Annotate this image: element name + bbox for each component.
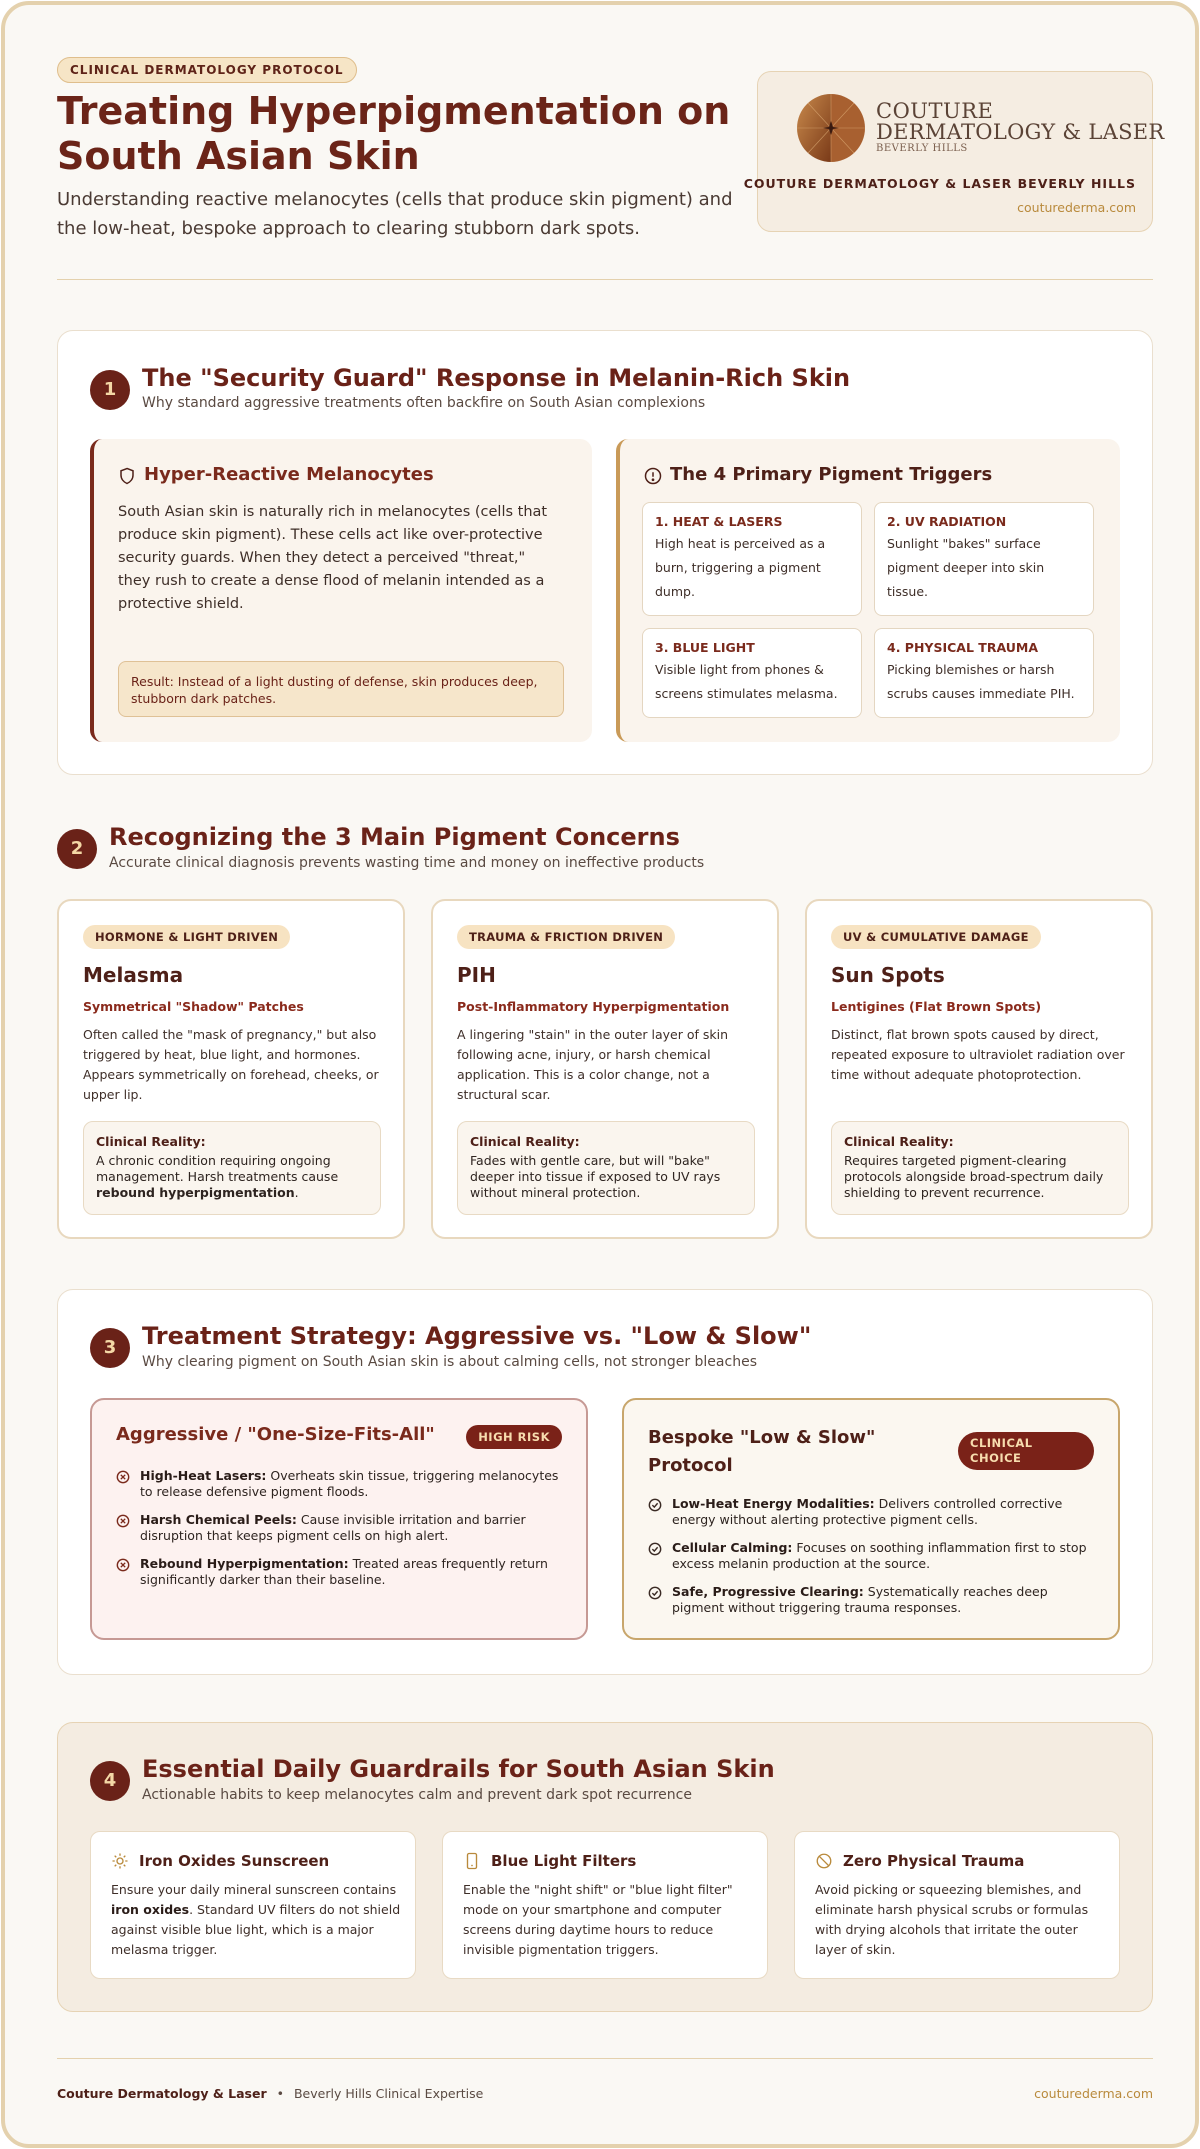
guardrail-title: Zero Physical Trauma: [843, 1852, 1025, 1870]
concern-title: Sun Spots: [831, 963, 945, 987]
reality-title: Clinical Reality:: [470, 1134, 580, 1149]
item-label: Low-Heat Energy Modalities:: [672, 1496, 875, 1511]
item-text: Overheats skin tissue, triggering melanocytes to release defensive pigment floods.: [140, 1468, 559, 1499]
item-text: Systematically reaches deep pigment without triggering trauma responses.: [672, 1584, 1048, 1615]
concern-subtitle: Post-Inflammatory Hyperpigmentation: [457, 999, 730, 1014]
concern-description: Often called the "mask of pregnancy," but also triggered by heat, blue light, and hormones. Appears symmetrically on forehead, cheeks, or upper lip.: [83, 1027, 379, 1102]
concern-card-pih: [431, 899, 779, 1239]
concern-title: PIH: [457, 963, 496, 987]
trigger-item: [874, 502, 1094, 616]
card-title: Aggressive / "One-Size-Fits-All": [116, 1424, 435, 1445]
clinical-reality: [83, 1121, 381, 1215]
item-label: Cellular Calming:: [672, 1540, 793, 1555]
clinical-reality: [831, 1121, 1129, 1215]
section-title: Recognizing the 3 Main Pigment Concerns: [109, 823, 680, 851]
brand-card: [743, 71, 1165, 232]
benefit-item: [648, 1496, 1098, 1528]
section-subtitle: Why standard aggressive treatments often backfire on South Asian complexions: [142, 395, 706, 411]
check-circle-icon: [648, 1586, 662, 1600]
guardrail-body: Enable the "night shift" or "blue light filter" mode on your smartphone and computer screens during daytime hours to reduce invisible pigmentation triggers.: [463, 1882, 733, 1957]
concern-description: A lingering "stain" in the outer layer of skin following acne, injury, or harsh chemical application. This is a color change, not a structural scar.: [457, 1027, 729, 1102]
x-circle-icon: [116, 1514, 130, 1528]
section-title: The "Security Guard" Response in Melanin-Rich Skin: [142, 364, 851, 392]
section-security-guard: [57, 330, 1153, 775]
x-circle-icon: [116, 1558, 130, 1572]
footer-separator: •: [276, 2086, 284, 2101]
footer-brand: [57, 2086, 483, 2101]
reality-emphasis: rebound hyperpigmentation: [96, 1185, 295, 1200]
alert-icon: [644, 467, 662, 485]
card-title: Bespoke "Low & Slow" Protocol: [648, 1427, 876, 1476]
card-body: South Asian skin is naturally rich in melanocytes (cells that produce skin pigment). These cells act like over-protective security guards. When they detect a perceived "threat," they rush to create a dense flood of melanin intended as a protective shield.: [118, 504, 548, 612]
risk-item: [116, 1468, 566, 1500]
trigger-body: Sunlight "bakes" surface pigment deeper into skin tissue.: [887, 536, 1045, 599]
footer-divider: [57, 2058, 1153, 2059]
reality-body: Requires targeted pigment-clearing protocols alongside broad-spectrum daily shielding to prevent recurrence.: [844, 1153, 1104, 1200]
trigger-body: Visible light from phones & screens stimulates melasma.: [655, 662, 838, 701]
concern-description: Distinct, flat brown spots caused by direct, repeated exposure to ultraviolet radiation over time without adequate photoprotection.: [831, 1027, 1125, 1082]
bespoke-protocol-card: [622, 1398, 1120, 1640]
page-frame: [1, 1, 1199, 2148]
item-label: Harsh Chemical Peels:: [140, 1512, 297, 1527]
footer-url-link[interactable]: couturederma.com: [1034, 2086, 1153, 2101]
aggressive-approach-card: [90, 1398, 588, 1640]
section-subtitle: Why clearing pigment on South Asian skin is about calming cells, not stronger bleaches: [142, 1354, 757, 1370]
trigger-item: [642, 502, 862, 616]
trigger-title: 1. HEAT & LASERS: [655, 514, 783, 529]
page-title: Treating Hyperpigmentation on South Asian Skin: [57, 89, 731, 178]
phone-icon: [463, 1852, 481, 1870]
brand-name: COUTURE DERMATOLOGY & LASER BEVERLY HILLS: [743, 176, 1136, 191]
guardrail-card-trauma: [794, 1831, 1120, 1979]
risk-badge: HIGH RISK: [466, 1425, 562, 1449]
guardrail-card-blue-light: [442, 1831, 768, 1979]
trigger-item: [874, 628, 1094, 718]
brand-url-link[interactable]: couturederma.com: [1017, 200, 1136, 215]
section-number: 4: [90, 1761, 130, 1801]
check-circle-icon: [648, 1498, 662, 1512]
card-title: The 4 Primary Pigment Triggers: [670, 464, 993, 485]
guardrail-body: [111, 1880, 401, 1960]
trigger-body: Picking blemishes or harsh scrubs causes immediate PIH.: [887, 662, 1075, 701]
item-text: Cause invisible irritation and barrier disruption that keeps pigment cells on high alert.: [140, 1512, 526, 1543]
concern-tag: HORMONE & LIGHT DRIVEN: [83, 925, 290, 949]
reality-title: Clinical Reality:: [96, 1134, 206, 1149]
guardrail-title: Iron Oxides Sunscreen: [139, 1852, 330, 1870]
risk-item: [116, 1512, 566, 1544]
item-text: Focuses on soothing inflammation first to stop excess melanin production at the source.: [672, 1540, 1087, 1571]
brand-logo-text: COUTURE: [876, 99, 994, 123]
trigger-title: 3. BLUE LIGHT: [655, 640, 755, 655]
guardrail-text: Ensure your daily mineral sunscreen contains: [111, 1882, 397, 1897]
reality-text: A chronic condition requiring ongoing management. Harsh treatments cause: [96, 1153, 339, 1184]
section-number: 2: [57, 829, 97, 869]
concern-card-sun-spots: [805, 899, 1153, 1239]
guardrail-title: Blue Light Filters: [491, 1852, 637, 1870]
trigger-title: 4. PHYSICAL TRAUMA: [887, 640, 1038, 655]
brand-logo-icon: [796, 88, 866, 168]
guardrail-text: . Standard UV filters do not shield against visible blue light, which is a major melasma trigger.: [111, 1902, 401, 1957]
item-label: High-Heat Lasers:: [140, 1468, 267, 1483]
brand-logo-text: DERMATOLOGY & LASER: [876, 120, 1165, 144]
shield-icon: [118, 467, 136, 485]
clinical-choice-badge: CLINICAL CHOICE: [958, 1432, 1094, 1470]
trigger-item: [642, 628, 862, 718]
reality-body: [96, 1153, 368, 1201]
brand-logo-text: BEVERLY HILLS: [876, 143, 968, 154]
result-callout: Result: Instead of a light dusting of defense, skin produces deep, stubborn dark patches.: [118, 661, 564, 717]
item-text: Delivers controlled corrective energy without alerting protective pigment cells.: [672, 1496, 1063, 1527]
concern-subtitle: Lentigines (Flat Brown Spots): [831, 999, 1042, 1014]
melanocytes-card: [90, 439, 592, 742]
section-subtitle: Accurate clinical diagnosis prevents wasting time and money on ineffective products: [109, 855, 705, 871]
concerns-row: [57, 899, 1153, 1241]
trigger-title: 2. UV RADIATION: [887, 514, 1007, 529]
footer-tagline: Beverly Hills Clinical Expertise: [293, 2086, 484, 2101]
benefit-item: [648, 1584, 1098, 1616]
footer-brand-name: Couture Dermatology & Laser: [57, 2086, 267, 2101]
item-text: Treated areas frequently return significantly darker than their baseline.: [140, 1556, 548, 1587]
check-circle-icon: [648, 1542, 662, 1556]
header: [57, 55, 1165, 239]
concern-card-melasma: [57, 899, 405, 1239]
trigger-body: High heat is perceived as a burn, triggering a pigment dump.: [655, 536, 826, 599]
concern-subtitle: Symmetrical "Shadow" Patches: [83, 999, 304, 1014]
concern-title: Melasma: [83, 963, 184, 987]
item-label: Safe, Progressive Clearing:: [672, 1584, 864, 1599]
x-circle-icon: [116, 1470, 130, 1484]
divider: [57, 279, 1153, 280]
concern-tag: TRAUMA & FRICTION DRIVEN: [457, 925, 675, 949]
section-title: Essential Daily Guardrails for South Asian Skin: [142, 1755, 775, 1783]
concern-tag: UV & CUMULATIVE DAMAGE: [831, 925, 1041, 949]
guardrail-card-sunscreen: [90, 1831, 416, 1979]
section-number: 3: [90, 1328, 130, 1368]
protocol-tag: CLINICAL DERMATOLOGY PROTOCOL: [57, 57, 357, 83]
section-title: Treatment Strategy: Aggressive vs. "Low & Slow": [142, 1322, 812, 1350]
section-treatment-strategy: [57, 1289, 1153, 1675]
section-subtitle: Actionable habits to keep melanocytes calm and prevent dark spot recurrence: [142, 1787, 692, 1803]
triggers-card: [616, 439, 1120, 742]
card-title: Hyper-Reactive Melanocytes: [144, 464, 434, 485]
benefit-item: [648, 1540, 1098, 1572]
risk-item: [116, 1556, 566, 1588]
no-symbol-icon: [815, 1852, 833, 1870]
section-daily-guardrails: [57, 1722, 1153, 2012]
guardrail-emphasis: iron oxides: [111, 1902, 190, 1917]
page-subtitle: Understanding reactive melanocytes (cells that produce skin pigment) and the low-heat, bespoke approach to clearing stubborn dark spots.: [57, 189, 733, 239]
reality-title: Clinical Reality:: [844, 1134, 954, 1149]
guardrail-body: Avoid picking or squeezing blemishes, and eliminate harsh physical scrubs or formulas with drying alcohols that irritate the outer layer of skin.: [815, 1882, 1089, 1957]
sun-icon: [111, 1852, 129, 1870]
clinical-reality: [457, 1121, 755, 1215]
item-label: Rebound Hyperpigmentation:: [140, 1556, 349, 1571]
reality-text: .: [294, 1185, 299, 1200]
section-number: 1: [90, 370, 130, 410]
reality-body: Fades with gentle care, but will "bake" deeper into tissue if exposed to UV rays without mineral protection.: [470, 1153, 721, 1200]
